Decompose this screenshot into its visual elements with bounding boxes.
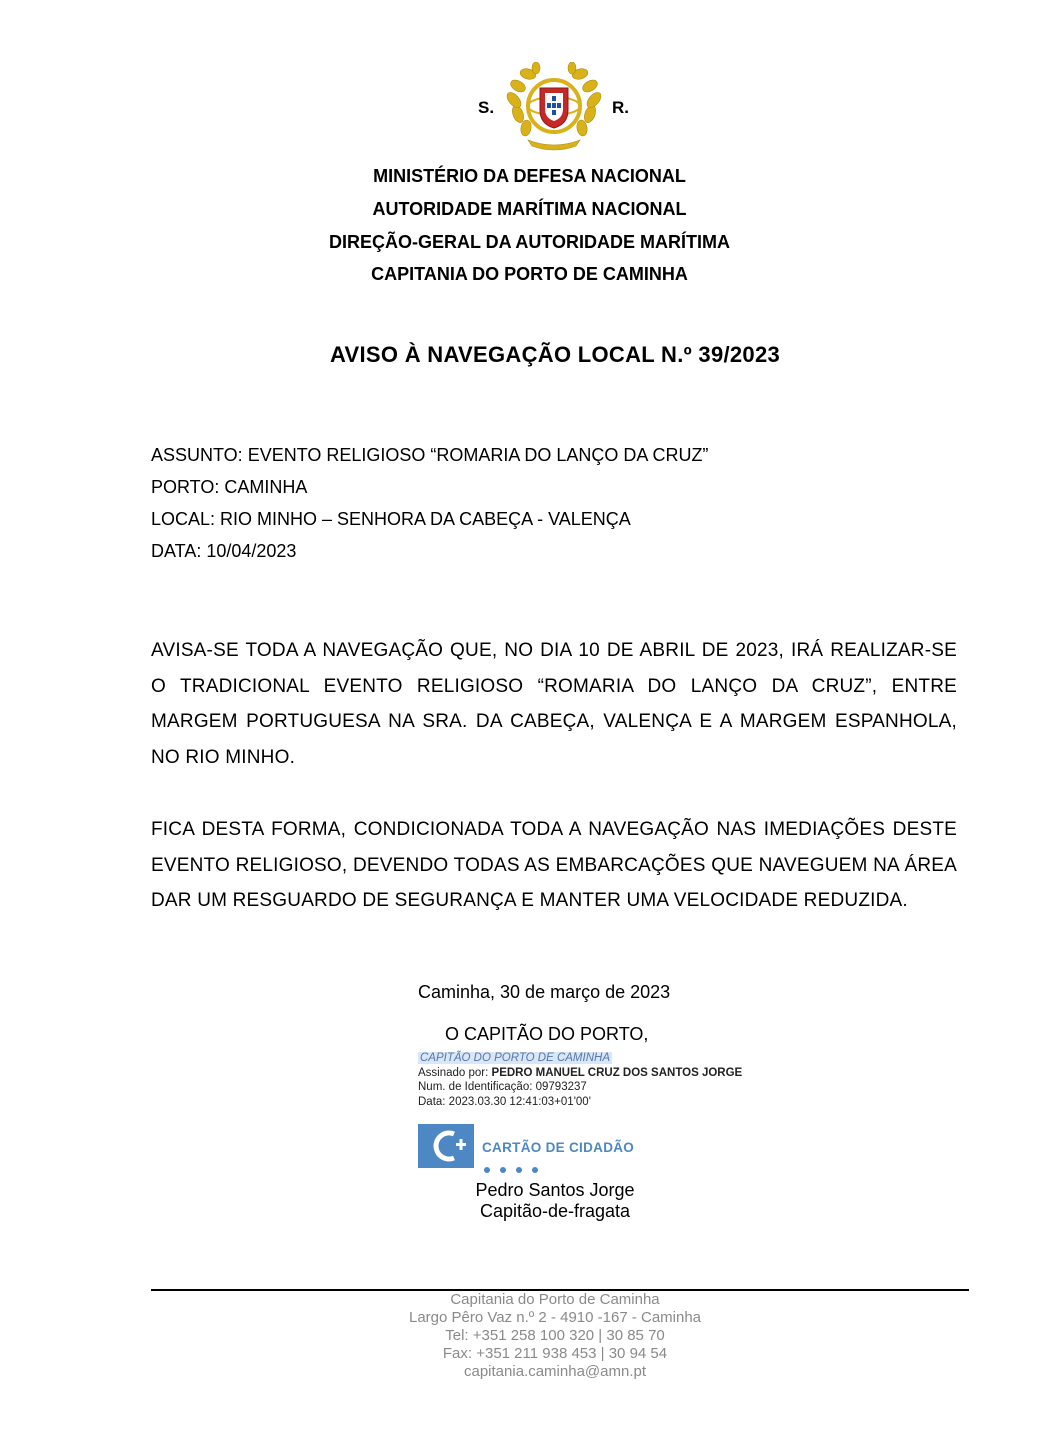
signer-name: Pedro Santos Jorge bbox=[475, 1180, 635, 1200]
cartao-de-cidadao-logo bbox=[418, 1122, 658, 1172]
footer-address: Largo Pêro Vaz n.º 2 - 4910 -167 - Caminha bbox=[408, 1309, 702, 1326]
signature-timestamp: Data: 2023.03.30 12:41:03+01'00' bbox=[418, 1095, 591, 1108]
signature-entity: CAPITÃO DO PORTO DE CAMINHA bbox=[420, 1052, 610, 1064]
org-line-directorate: DIREÇÃO-GERAL DA AUTORIDADE MARÍTIMA bbox=[329, 232, 730, 252]
org-line-authority: AUTORIDADE MARÍTIMA NACIONAL bbox=[372, 199, 687, 219]
sr-left-label: S. bbox=[478, 98, 495, 117]
place-and-date: Caminha, 30 de março de 2023 bbox=[418, 982, 671, 1002]
signature-id-number: Num. de Identificação: 09793237 bbox=[418, 1081, 587, 1093]
notice-location: LOCAL: RIO MINHO – SENHORA DA CABEÇA - VALENÇA bbox=[151, 509, 631, 529]
captain-title: O CAPITÃO DO PORTO, bbox=[445, 1024, 649, 1044]
signed-by-name: PEDRO MANUEL CRUZ DOS SANTOS JORGE bbox=[491, 1066, 743, 1079]
notice-date: DATA: 10/04/2023 bbox=[151, 541, 297, 561]
footer-email: capitania.caminha@amn.pt bbox=[464, 1363, 646, 1380]
notice-paragraph: FICA DESTA FORMA, CONDICIONADA TODA A NAVEGAÇÃO NAS IMEDIAÇÕES DESTE EVENTO RELIGIOSO, DEVENDO TODAS AS EMBARCAÇÕES QUE NAVEGUEM NA ÁREA DAR UM RESGUARDO DE SEGURANÇA E MANTER UMA VELOCIDADE REDUZIDA. bbox=[151, 819, 957, 911]
org-line-captaincy: CAPITANIA DO PORTO DE CAMINHA bbox=[371, 264, 688, 284]
notice-title: AVISO À NAVEGAÇÃO LOCAL N.º 39/2023 bbox=[329, 342, 781, 367]
org-line-ministry: MINISTÉRIO DA DEFESA NACIONAL bbox=[373, 166, 686, 186]
notice-port: PORTO: CAMINHA bbox=[151, 477, 308, 497]
notice-subject: ASSUNTO: EVENTO RELIGIOSO “ROMARIA DO LANÇO DA CRUZ” bbox=[151, 445, 709, 465]
footer-phone: Tel: +351 258 100 320 | 30 85 70 bbox=[445, 1327, 665, 1344]
footer-office-name: Capitania do Porto de Caminha bbox=[450, 1291, 660, 1308]
signed-by-label: Assinado por: bbox=[418, 1066, 489, 1079]
cc-logo-dots bbox=[484, 1160, 548, 1178]
signer-rank: Capitão-de-fragata bbox=[479, 1201, 631, 1221]
cc-logo-icon bbox=[418, 1124, 474, 1168]
sr-right-label: R. bbox=[612, 98, 629, 117]
coat-of-arms-emblem bbox=[500, 62, 608, 154]
cc-logo-text: CARTÃO DE CIDADÃO bbox=[482, 1140, 635, 1155]
footer-fax: Fax: +351 211 938 453 | 30 94 54 bbox=[442, 1345, 668, 1362]
digital-signature-block bbox=[418, 1051, 742, 1109]
notice-paragraph: AVISA-SE TODA A NAVEGAÇÃO QUE, NO DIA 10 DE ABRIL DE 2023, IRÁ REALIZAR-SE O TRADICIONAL EVENTO RELIGIOSO “ROMARIA DO LANÇO DA CRUZ”, ENTRE MARGEM PORTUGUESA NA SRA. DA CABEÇA, VALENÇA E A MARGEM ESPANHOLA, NO RIO MINHO. bbox=[151, 640, 957, 768]
